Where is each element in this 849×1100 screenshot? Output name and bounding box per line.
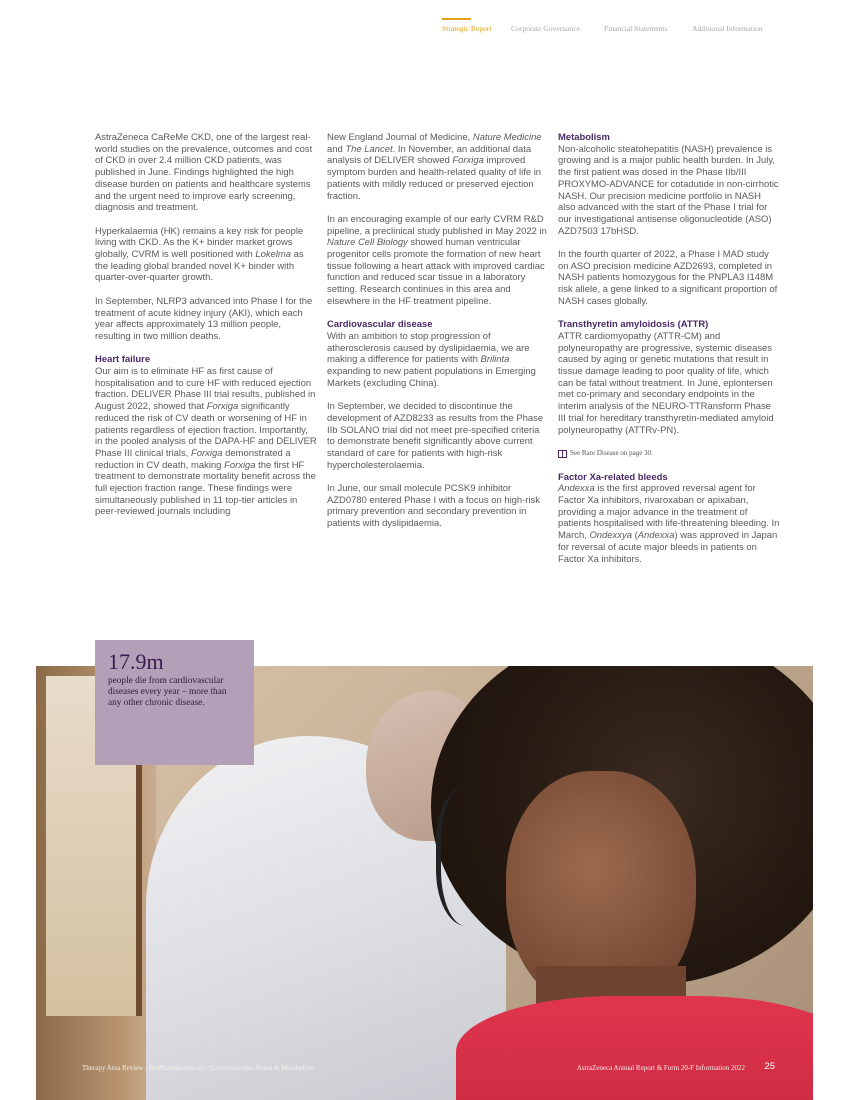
journal-name: The Lancet: [345, 143, 393, 155]
heading-factor-xa: Factor Xa-related bleeds: [558, 471, 668, 483]
heading-cardiovascular-disease: Cardiovascular disease: [327, 319, 433, 331]
text: demonstrated a reduction in CV death, making: [95, 447, 291, 471]
text: New England Journal of Medicine,: [327, 132, 473, 143]
product-name: Lokelma: [255, 249, 291, 261]
text: and: [327, 143, 346, 155]
tab-strategic-report[interactable]: Strategic Report: [442, 24, 492, 33]
text: significantly reduced the risk of CV death or worsening of HF in patients regardless of ejection fraction. Importantly, in the pooled analysis of the DAPA-HF and DELIVER Phase III clinical trials,: [95, 401, 317, 459]
text: ) was approved in Japan for reversal of acute major bleeds in patients on Factor Xa inhibitors.: [558, 530, 778, 565]
paragraph: [95, 226, 317, 285]
heading-heart-failure: Heart failure: [95, 354, 151, 366]
journal-name: Nature Medicine: [472, 132, 542, 143]
stat-value: 17.9m: [108, 649, 164, 674]
paragraph: [327, 214, 549, 308]
stat-description: people die from cardiovascular diseases every year – more than any other chronic disease.: [108, 676, 227, 708]
paragraph: AstraZeneca CaReMe CKD, one of the largest real-world studies on the prevalence, outcomes and cost of CKD in over 2.4 million CKD patients, was published in June. Findings highlighted the high disease burden on patients and healthcare systems and the urgent need to improve early screening, diagnosis and treatment.: [95, 132, 313, 214]
stat-callout: [95, 640, 254, 765]
text: the first HF treatment to demonstrate mortality benefit across the full ejection fraction range. These findings were simultaneously published in 11 top-tier articles in peer-reviewed journals including: [95, 459, 316, 518]
text-column-2: [327, 132, 549, 542]
heading-metabolism: Metabolism: [558, 132, 610, 143]
text: Hyperkalaemia (HK) remains a key risk for people living with CKD. As the K+ binder market grows globally, CVRM is well positioned with: [95, 225, 304, 261]
book-icon: [558, 450, 567, 458]
product-name: Forxiga: [190, 447, 223, 459]
text: expanding to new patient populations in Emerging Markets (excluding China).: [327, 366, 536, 389]
footer-report-title: AstraZeneca Annual Report & Form 20-F Information 2022: [576, 1064, 745, 1072]
cross-reference-text[interactable]: See Rare Disease on page 30.: [570, 448, 653, 457]
page-footer: [36, 1062, 813, 1082]
paragraph: Non-alcoholic steatohepatitis (NASH) prevalence is growing and is a major public health burden. In July, the first patient was dosed in the Phase IIb/III PROXYMO-ADVANCE for cotadutide in non-cirrhotic NASH. Our precision medicine portfolio in NASH also advanced with the start of the Phase I trial for our investigational antisense oligonucleotide (ASO) AZD7503 17bHSD.: [558, 143, 779, 237]
active-tab-indicator: [442, 18, 471, 20]
paragraph: In September, we decided to discontinue the development of AZD8233 as results from the Phase IIb SOLANO trial did not meet pre-specified criteria to demonstrate benefit significantly above current standard of care for patients with high-risk hypercholesterolaemia.: [327, 401, 544, 471]
product-name: Andexxa: [637, 530, 675, 542]
paragraph: In the fourth quarter of 2022, a Phase I MAD study on ASO precision medicine AZD2693, completed in NASH patients homozygous for the PNPLA3 I148M risk allele, a gene linked to a significant proportion of NASH cases globally.: [558, 249, 778, 307]
footer-breadcrumb: Therapy Area Review / BioPharmaceuticals / Cardiovascular, Renal & Metabolism: [82, 1064, 315, 1072]
text: In an encouraging example of our early CVRM R&D pipeline, a preclinical study published in May 2022 in: [327, 213, 547, 237]
text: is the first approved reversal agent for Factor Xa inhibitors, rivaroxaban or apixaban, providing a major advance in the treatment of patients hospitalised with life-threatening bleeding. In March,: [558, 483, 780, 542]
product-name: Andexxa: [558, 483, 595, 495]
stethoscope-icon: [436, 786, 511, 926]
paragraph: In June, our small molecule PCSK9 inhibitor AZD0780 entered Phase I with a focus on high-risk primary prevention and secondary prevention in patients with dyslipidaemia.: [327, 483, 540, 530]
product-name: Forxiga: [206, 401, 239, 413]
paragraph: [558, 483, 780, 565]
photo-patient-shirt: [456, 996, 813, 1100]
product-name: Ondexxya: [589, 530, 632, 542]
paragraph: In September, NLRP3 advanced into Phase I for the treatment of acute kidney injury (AKI), which each year affects approximately 13 million people, resulting in two million deaths.: [95, 295, 313, 342]
product-name: Forxiga: [224, 459, 256, 471]
tab-additional-information[interactable]: Additional Information: [692, 24, 763, 33]
paragraph: ATTR cardiomyopathy (ATTR-CM) and polyneuropathy are progressive, systemic diseases caused by aging or genetic mutations that result in tissue damage leading to poor quality of life, which can be fatal without treatment. In June, eplontersen met co-primary and secondary endpoints in the interim analysis of the NEURO-TTRansform Phase III trial for hereditary transthyretin-mediated amyloid polyneuropathy (ATTRv-PN).: [558, 330, 774, 436]
tab-corporate-governance[interactable]: Corporate Governance: [511, 24, 580, 33]
text-column-1: [95, 132, 317, 530]
product-name: Brilinta: [480, 354, 510, 366]
text: With an ambition to stop progression of atherosclerosis caused by dyslipidaemia, we are making a difference for patients with: [327, 330, 530, 366]
text-column-3: [558, 132, 780, 577]
text: Our aim is to eliminate HF as first cause of hospitalisation and to cure HF with reduced ejection fraction. DELIVER Phase III trial results, published in August 2022, showed that: [95, 366, 316, 413]
paragraph: [327, 132, 549, 202]
text: showed human ventricular progenitor cells promote the formation of new heart tissue following a heart attack with improved cardiac function and reduced scar tissue in a laboratory setting. Research continues in this area and elsewhere in the HF treatment pipeline.: [327, 237, 545, 307]
paragraph: [327, 331, 549, 390]
product-name: Forxiga: [452, 155, 484, 167]
page-number: 25: [764, 1061, 775, 1072]
text: improved symptom burden and health-related quality of life in patients with mildly reduced or preserved ejection fraction.: [327, 155, 542, 202]
section-nav: [442, 18, 775, 38]
text: . In November, an additional data analysis of DELIVER showed: [327, 143, 532, 167]
text: as the leading global branded novel K+ binder with quarter-over-quarter growth.: [95, 249, 304, 284]
tab-financial-statements[interactable]: Financial Statements: [604, 24, 668, 33]
text: (: [631, 530, 638, 542]
heading-attr: Transthyretin amyloidosis (ATTR): [558, 319, 709, 331]
journal-name: Nature Cell Biology: [327, 237, 408, 249]
paragraph: [95, 366, 317, 518]
cross-reference-link[interactable]: [558, 448, 780, 460]
